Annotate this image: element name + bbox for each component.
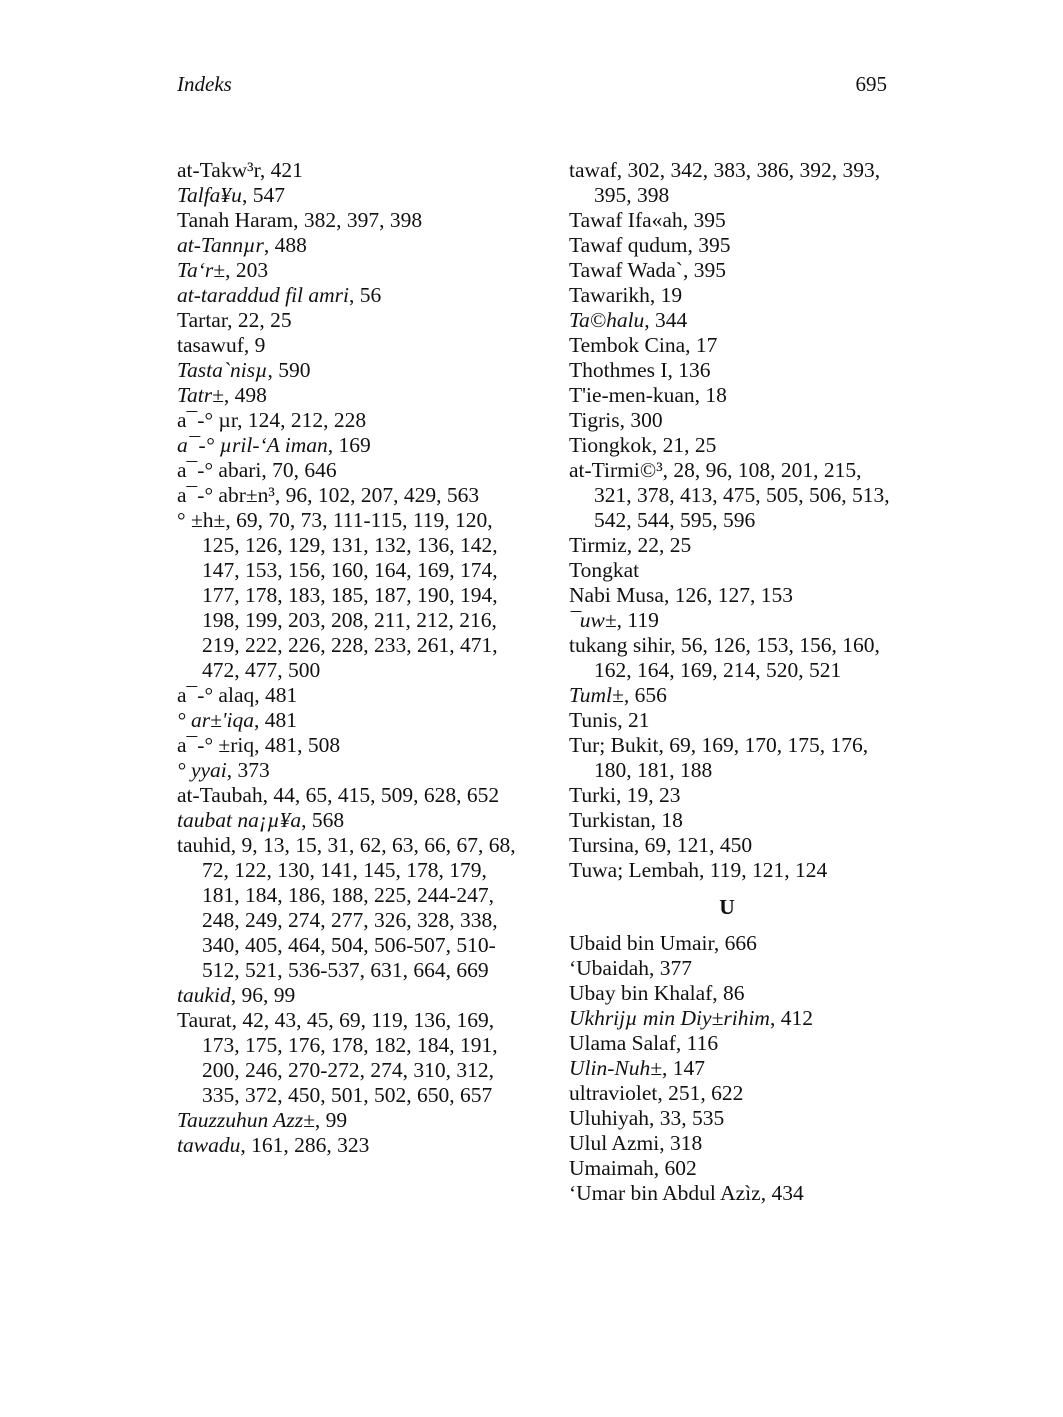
index-term: Ulul Azmi <box>569 1131 660 1155</box>
index-page-refs: , 99 <box>314 1108 348 1132</box>
index-page-refs: , 498 <box>223 383 267 407</box>
index-page-refs: , 161, 286, 323 <box>240 1133 370 1157</box>
index-term: Tartar <box>177 308 228 332</box>
index-term: Taurat <box>177 1008 232 1032</box>
index-term: a¯-° µril-‘A iman <box>177 433 328 457</box>
index-page-refs: , 488 <box>263 233 307 257</box>
index-term: tauhid <box>177 833 231 857</box>
index-term: Tawaf qudum <box>569 233 688 257</box>
section-u-entries <box>569 931 899 1206</box>
index-term: Tiongkok <box>569 433 652 457</box>
index-entry <box>177 208 527 233</box>
index-entry <box>569 383 899 408</box>
index-entry <box>177 383 527 408</box>
index-page-refs: , 344 <box>644 308 688 332</box>
index-term: at-Tannµr <box>177 233 264 257</box>
index-entry <box>569 981 899 1006</box>
index-entry <box>177 808 527 833</box>
index-page-refs: , 9, 13, 15, 31, 62, 63, 66, 67, 68, 72, 122, 130, 141, 145, 178, 179, 181, 184, 186, 188, 225, 244-247, 248, 249, 274, 277, 326, 328, 338, 340, 405, 464, 504, 506-507, 510-512, 521, 536-537, 631, 664, 669 <box>202 833 516 982</box>
index-entry <box>569 1156 899 1181</box>
index-entry <box>177 783 527 808</box>
index-entry <box>177 283 527 308</box>
index-entry <box>569 333 899 358</box>
index-page-refs: , 169 <box>327 433 371 457</box>
index-term: Umaimah <box>569 1156 654 1180</box>
index-page-refs: , 18 <box>650 808 683 832</box>
index-entry <box>177 708 527 733</box>
index-term: Talfa¥u <box>177 183 242 207</box>
index-term: Tauzzuhun Azz± <box>177 1108 315 1132</box>
index-page-refs: , 666 <box>713 931 757 955</box>
index-entry <box>569 283 899 308</box>
index-term: ° yyai <box>177 758 227 782</box>
index-term: ‘Ubaidah <box>569 956 649 980</box>
index-term: Tongkat <box>569 558 640 582</box>
index-entry <box>569 233 899 258</box>
index-term: ¯uw± <box>569 608 617 632</box>
index-page-refs: , 377 <box>649 956 692 980</box>
index-entry <box>177 483 527 508</box>
index-term: ultraviolet <box>569 1081 658 1105</box>
right-column-entries <box>569 158 899 883</box>
index-page-refs: , 481 <box>253 708 297 732</box>
index-term: tukang sihir <box>569 633 671 657</box>
index-page-refs: , 22, 25 <box>626 533 692 557</box>
index-term: ‘Umar bin Abdul Azìz <box>569 1181 761 1205</box>
index-entry <box>177 308 527 333</box>
index-entry <box>569 433 899 458</box>
index-page-refs: , 395 <box>682 208 726 232</box>
index-term: Tawaf Wada` <box>569 258 683 282</box>
index-page-refs: , 147 <box>662 1056 706 1080</box>
index-page-refs: , 590 <box>267 358 311 382</box>
index-term: Tuwa; Lembah <box>569 858 699 882</box>
index-column-left <box>177 158 527 1158</box>
index-term: taubat na¡µ¥a <box>177 808 302 832</box>
running-title: Indeks <box>177 72 232 96</box>
index-column-right <box>569 158 899 1206</box>
index-page-refs: , 251, 622 <box>657 1081 744 1105</box>
index-page-refs: , 602 <box>653 1156 697 1180</box>
index-term: Thothmes I <box>569 358 668 382</box>
index-page-refs: , 18 <box>694 383 727 407</box>
index-term: Ulin-Nuh± <box>569 1056 663 1080</box>
index-entry <box>569 1181 899 1206</box>
index-term: at-taraddud fil amri <box>177 283 350 307</box>
index-page-refs: , 568 <box>301 808 345 832</box>
index-page-refs: , 302, 342, 383, 386, 392, 393, 395, 398 <box>594 158 881 207</box>
index-page-refs: , 19, 23 <box>616 783 681 807</box>
index-term: Ta©halu <box>569 308 645 332</box>
index-entry <box>569 308 899 333</box>
index-term: Tuml± <box>569 683 624 707</box>
index-term: Tirmiz <box>569 533 627 557</box>
index-term: ° ±h± <box>177 508 226 532</box>
index-entry <box>177 333 527 358</box>
index-page-refs: , 434 <box>760 1181 804 1205</box>
index-entry <box>177 258 527 283</box>
index-term: tasawuf <box>177 333 244 357</box>
index-entry <box>569 1031 899 1056</box>
index-entry <box>569 583 899 608</box>
index-page-refs: , 382, 397, 398 <box>293 208 423 232</box>
index-entry <box>177 983 527 1008</box>
section-letter-u: U <box>719 895 735 919</box>
index-page-refs: , 656 <box>623 683 667 707</box>
index-entry <box>569 208 899 233</box>
index-page-refs: , 33, 535 <box>649 1106 725 1130</box>
index-page-refs: , 9 <box>243 333 266 357</box>
index-term: at-Takw³r <box>177 158 260 182</box>
index-page-refs: , 119 <box>616 608 659 632</box>
index-term: at-Tirmi©³ <box>569 458 663 482</box>
index-entry <box>569 258 899 283</box>
index-term: Tursina <box>569 833 634 857</box>
index-term: tawadu <box>177 1133 241 1157</box>
index-term: a¯-° abari <box>177 458 262 482</box>
index-term: Ubaid bin Umair <box>569 931 714 955</box>
index-page-refs: , 395 <box>682 258 726 282</box>
index-page-refs: , 69, 169, 170, 175, 176, 180, 181, 188 <box>594 733 869 782</box>
index-term: a¯-° ±riq <box>177 733 255 757</box>
index-page-refs: , 300 <box>619 408 663 432</box>
index-entry <box>177 433 527 458</box>
index-entry <box>569 1006 899 1031</box>
index-term: ° ar±'iqa <box>177 708 254 732</box>
index-entry <box>569 1106 899 1131</box>
index-page-refs: , 119, 121, 124 <box>699 858 828 882</box>
index-entry <box>569 931 899 956</box>
index-term: a¯-° abr±n³ <box>177 483 275 507</box>
index-entry <box>569 808 899 833</box>
index-page-refs: , 28, 96, 108, 201, 215, 321, 378, 413, 475, 505, 506, 513, 542, 544, 595, 596 <box>594 458 890 532</box>
index-page-refs: , 96, 99 <box>230 983 296 1007</box>
index-page-refs: , 318 <box>659 1131 703 1155</box>
index-page-refs: , 17 <box>685 333 718 357</box>
index-term: Tunis <box>569 708 618 732</box>
index-page-refs: , 373 <box>226 758 270 782</box>
index-term: Tigris <box>569 408 620 432</box>
index-entry <box>177 183 527 208</box>
index-term: Tanah Haram <box>177 208 294 232</box>
index-entry <box>569 708 899 733</box>
index-page-refs: , 42, 43, 45, 69, 119, 136, 169, 173, 175, 176, 178, 182, 184, 191, 200, 246, 270-272, 274, 310, 312, 335, 372, 450, 501, 502, 650, 657 <box>202 1008 498 1107</box>
index-entry <box>569 158 899 208</box>
index-entry <box>569 783 899 808</box>
index-entry <box>177 758 527 783</box>
index-page-refs: , 56 <box>349 283 382 307</box>
index-entry <box>177 508 527 683</box>
index-entry <box>569 458 899 533</box>
index-entry <box>569 358 899 383</box>
index-page-refs: , 124, 212, 228 <box>237 408 367 432</box>
index-term: Tawarikh <box>569 283 650 307</box>
index-page-refs: , 547 <box>241 183 285 207</box>
index-page-refs: , 69, 70, 73, 111-115, 119, 120, 125, 126, 129, 131, 132, 136, 142, 147, 153, 156, 160, 164, 169, 174, 177, 178, 183, 185, 187, 190, 194, 198, 199, 203, 208, 211, 212, 216, 219, 222, 226, 228, 233, 261, 471, 472, 477, 500 <box>202 508 498 682</box>
index-page-refs: , 56, 126, 153, 156, 160, 162, 164, 169, 214, 520, 521 <box>594 633 880 682</box>
index-page-refs: , 22, 25 <box>227 308 292 332</box>
page-number: 695 <box>855 72 887 96</box>
index-page-refs: , 116 <box>675 1031 719 1055</box>
index-term: Ukhrijµ min Diy±rihim <box>569 1006 770 1030</box>
index-page-refs: , 96, 102, 207, 429, 563 <box>274 483 480 507</box>
index-term: taukid <box>177 983 231 1007</box>
index-entry <box>569 1056 899 1081</box>
index-entry <box>177 1108 527 1133</box>
index-term: Tur; Bukit <box>569 733 659 757</box>
index-term: Ubay bin Khalaf <box>569 981 713 1005</box>
index-entry <box>569 408 899 433</box>
index-entry <box>177 158 527 183</box>
index-entry <box>569 608 899 633</box>
index-term: Tembok Cina <box>569 333 686 357</box>
index-term: at-Taubah <box>177 783 263 807</box>
index-term: Tawaf Ifa«ah <box>569 208 683 232</box>
index-term: a¯-° alaq <box>177 683 255 707</box>
index-entry <box>569 858 899 883</box>
index-entry <box>569 1131 899 1156</box>
index-entry <box>177 233 527 258</box>
index-term: Turkistan <box>569 808 651 832</box>
index-entry <box>569 633 899 683</box>
index-page-refs: , 395 <box>687 233 731 257</box>
index-entry <box>569 533 899 558</box>
index-page-refs: , 21, 25 <box>651 433 717 457</box>
index-entry <box>177 408 527 433</box>
index-entry <box>569 1081 899 1106</box>
index-term: Nabi Musa <box>569 583 664 607</box>
index-page-refs: , 481 <box>254 683 298 707</box>
index-entry <box>177 833 527 983</box>
index-term: T'ie-men-kuan <box>569 383 695 407</box>
index-term: Ta‘r± <box>177 258 226 282</box>
index-term: tawaf <box>569 158 617 182</box>
running-head <box>177 72 887 102</box>
index-term: Tatr± <box>177 383 224 407</box>
index-page-refs: , 481, 508 <box>254 733 341 757</box>
index-term: Turki <box>569 783 617 807</box>
index-page-refs: , 44, 65, 415, 509, 628, 652 <box>262 783 500 807</box>
index-term: Ulama Salaf <box>569 1031 676 1055</box>
index-entry <box>569 833 899 858</box>
index-entry <box>177 458 527 483</box>
index-entry <box>177 733 527 758</box>
index-entry <box>177 683 527 708</box>
index-entry <box>569 956 899 981</box>
index-page-refs: , 421 <box>259 158 303 182</box>
index-page-refs: , 69, 121, 450 <box>633 833 753 857</box>
index-page-refs: , 86 <box>712 981 745 1005</box>
index-entry <box>569 733 899 783</box>
index-term: Tasta`nisµ <box>177 358 268 382</box>
index-term: Uluhiyah <box>569 1106 650 1130</box>
index-entry <box>569 683 899 708</box>
index-page-refs: , 126, 127, 153 <box>663 583 793 607</box>
index-page-refs: , 136 <box>667 358 711 382</box>
index-entry <box>177 1008 527 1108</box>
index-page-refs: , 412 <box>769 1006 813 1030</box>
index-term: a¯-° µr <box>177 408 238 432</box>
index-page-refs: , 21 <box>617 708 650 732</box>
index-entry <box>569 558 899 583</box>
index-entry <box>177 1133 527 1158</box>
index-page-refs: , 70, 646 <box>261 458 337 482</box>
index-page-refs: , 203 <box>225 258 269 282</box>
index-page-refs: , 19 <box>649 283 683 307</box>
index-entry <box>177 358 527 383</box>
